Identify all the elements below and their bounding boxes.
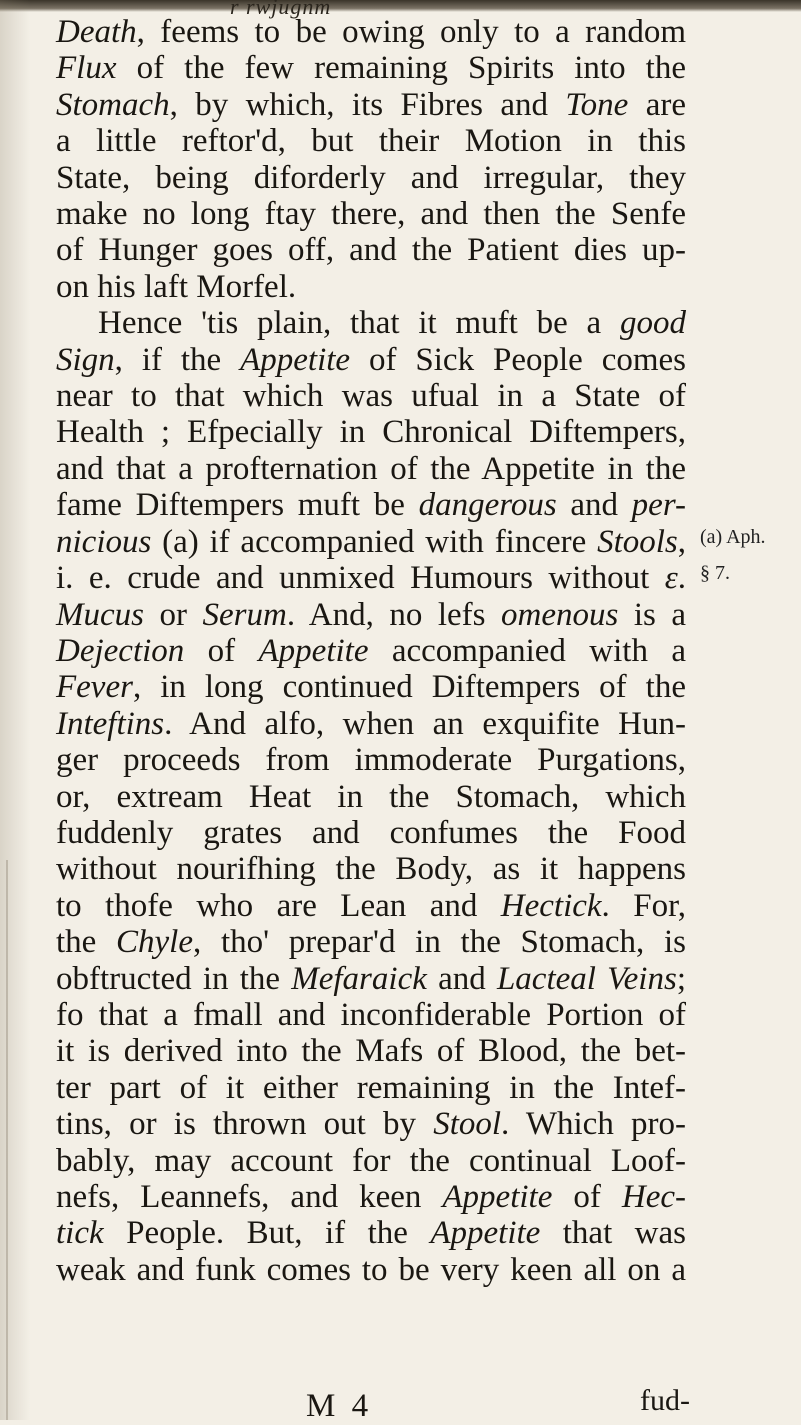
text-run: obftructed in the xyxy=(56,960,292,997)
text-run: to thofe who are Lean and xyxy=(56,887,501,924)
text-run: make no long ftay there, and then the Senfe xyxy=(56,196,686,233)
text-line xyxy=(56,232,686,268)
italic-term: Serum xyxy=(202,596,287,633)
text-run: State, being diforderly and irregular, they xyxy=(56,159,686,196)
italic-term: Hectick xyxy=(500,887,602,924)
text-line xyxy=(56,123,686,159)
italic-term: Tone xyxy=(565,86,629,123)
text-line xyxy=(56,997,686,1033)
text-line xyxy=(56,1215,686,1251)
italic-term: Appetite xyxy=(442,1179,553,1215)
text-run: or, extream Heat in the Stomach, which xyxy=(56,778,686,815)
text-run: is a xyxy=(618,596,686,633)
margin-note-section: § 7. xyxy=(700,562,730,584)
text-run: and xyxy=(426,960,497,997)
text-run: fo that a fmall and inconfiderable Portion of xyxy=(56,996,686,1033)
text-line xyxy=(56,815,686,851)
italic-term: per- xyxy=(631,487,686,524)
text-line xyxy=(56,706,686,742)
text-run: . For, xyxy=(601,887,686,924)
text-run: a little reftor'd, but their Motion in this xyxy=(56,123,686,160)
text-line xyxy=(56,1033,686,1069)
text-run: of Hunger goes off, and the Patient dies up- xyxy=(56,232,686,269)
text-line xyxy=(56,1252,686,1288)
text-line xyxy=(56,50,686,86)
text-line xyxy=(56,1106,686,1142)
text-run: . And alfo, when an exquifite Hun- xyxy=(164,705,686,742)
text-run: Health ; Efpecially in Chronical Diftempers, xyxy=(56,414,686,451)
italic-term: Sign xyxy=(56,341,115,378)
text-line xyxy=(56,779,686,815)
text-run: fame Diftempers muft be xyxy=(56,487,419,524)
text-line xyxy=(56,524,686,560)
text-line xyxy=(56,1179,686,1215)
text-run: of xyxy=(184,632,259,669)
italic-term: Appetite xyxy=(258,632,369,669)
text-run: near to that which was ufual in a State of xyxy=(56,378,686,415)
text-run: nefs, Leannefs, and keen xyxy=(56,1179,443,1215)
margin-note-aphorism: (a) Aph. xyxy=(700,526,766,548)
text-line xyxy=(56,888,686,924)
italic-term: Appetite xyxy=(430,1215,541,1252)
text-line xyxy=(56,14,686,50)
text-run: ger proceeds from immoderate Purgations, xyxy=(56,742,686,779)
italic-term: Stools xyxy=(597,523,678,560)
italic-term: Fever xyxy=(56,669,133,706)
italic-term: Hec- xyxy=(621,1179,686,1215)
text-line xyxy=(56,742,686,778)
italic-term: Mefaraick xyxy=(291,960,427,997)
text-line xyxy=(56,160,686,196)
text-run: of Sick People comes xyxy=(350,341,686,378)
text-line xyxy=(56,87,686,123)
italic-term: Lacteal Veins xyxy=(496,960,677,997)
text-run: accompanied with a xyxy=(368,632,686,669)
italic-term: ε xyxy=(664,560,678,597)
italic-term: Chyle xyxy=(116,924,193,961)
signature-mark: M 4 xyxy=(306,1388,373,1424)
text-run: Hence 'tis plain, that it muft be a xyxy=(98,305,620,342)
italic-term: Mucus xyxy=(56,596,144,633)
text-line xyxy=(56,1143,686,1179)
text-run: tins, or is thrown out by xyxy=(56,1106,434,1143)
text-run: that was xyxy=(540,1215,687,1252)
text-line xyxy=(56,305,686,341)
text-run: , tho' prepar'd in the Stomach, is xyxy=(193,924,686,961)
text-line xyxy=(56,487,686,523)
text-run: , if the xyxy=(114,341,241,378)
text-run: and that a profternation of the Appetite in the xyxy=(56,450,686,487)
text-run: the xyxy=(56,924,117,961)
text-run: ter part of it either remaining in the Intef- xyxy=(56,1069,686,1106)
text-run: . xyxy=(677,560,686,597)
italic-term: Stomach xyxy=(56,86,170,123)
text-run: , in long continued Diftempers of the xyxy=(132,669,686,706)
text-run: fuddenly grates and confumes the Food xyxy=(56,814,686,851)
text-run: without nourifhing the Body, as it happens xyxy=(56,851,686,888)
text-run: (a) if accompanied with fincere xyxy=(151,523,598,560)
text-line xyxy=(56,342,686,378)
text-line xyxy=(56,196,686,232)
text-line xyxy=(56,414,686,450)
text-line xyxy=(56,851,686,887)
text-line xyxy=(56,269,686,305)
italic-term: good xyxy=(620,305,686,342)
text-run: it is derived into the Mafs of Blood, the bet- xyxy=(56,1033,686,1070)
text-run: i. e. crude and unmixed Humours without xyxy=(56,560,665,597)
text-run: ; xyxy=(676,960,686,997)
italic-term: Inteftins xyxy=(56,705,165,742)
italic-term: Dejection xyxy=(56,632,185,669)
italic-term: Death xyxy=(56,14,137,50)
text-line xyxy=(56,597,686,633)
text-run: bably, may account for the continual Loof- xyxy=(56,1142,686,1179)
text-line xyxy=(56,669,686,705)
text-run: weak and funk comes to be very keen all on a xyxy=(56,1251,686,1288)
text-run: , xyxy=(677,523,686,560)
italic-term: Appetite xyxy=(240,341,351,378)
text-run: . Which pro- xyxy=(501,1106,686,1143)
text-run: on his laft Morfel. xyxy=(56,268,297,305)
text-run: . And, no lefs xyxy=(286,596,501,633)
italic-term: omenous xyxy=(500,596,619,633)
catchword: fud- xyxy=(640,1384,690,1417)
text-run: are xyxy=(628,86,686,123)
italic-term: Flux xyxy=(56,50,117,87)
text-line xyxy=(56,961,686,997)
body-text xyxy=(56,14,686,1288)
text-run: and xyxy=(556,487,632,524)
gutter-line xyxy=(6,860,8,1420)
italic-term: tick xyxy=(56,1215,104,1252)
text-run: of the few remaining Spirits into the xyxy=(116,50,686,87)
text-line xyxy=(56,1070,686,1106)
gutter-shadow xyxy=(0,0,30,1420)
italic-term: Stool xyxy=(433,1106,502,1143)
text-line xyxy=(56,560,686,596)
text-run: , by which, its Fibres and xyxy=(169,86,566,123)
text-run: , feems to be owing only to a random xyxy=(136,14,686,50)
italic-term: dangerous xyxy=(418,487,557,524)
text-line xyxy=(56,378,686,414)
text-run: of xyxy=(552,1179,622,1215)
text-line xyxy=(56,451,686,487)
text-run: People. But, if the xyxy=(103,1215,431,1252)
text-run: or xyxy=(143,596,203,633)
running-head-remnant: r rwjugnm xyxy=(230,0,332,19)
text-line xyxy=(56,924,686,960)
italic-term: nicious xyxy=(56,523,152,560)
text-line xyxy=(56,633,686,669)
